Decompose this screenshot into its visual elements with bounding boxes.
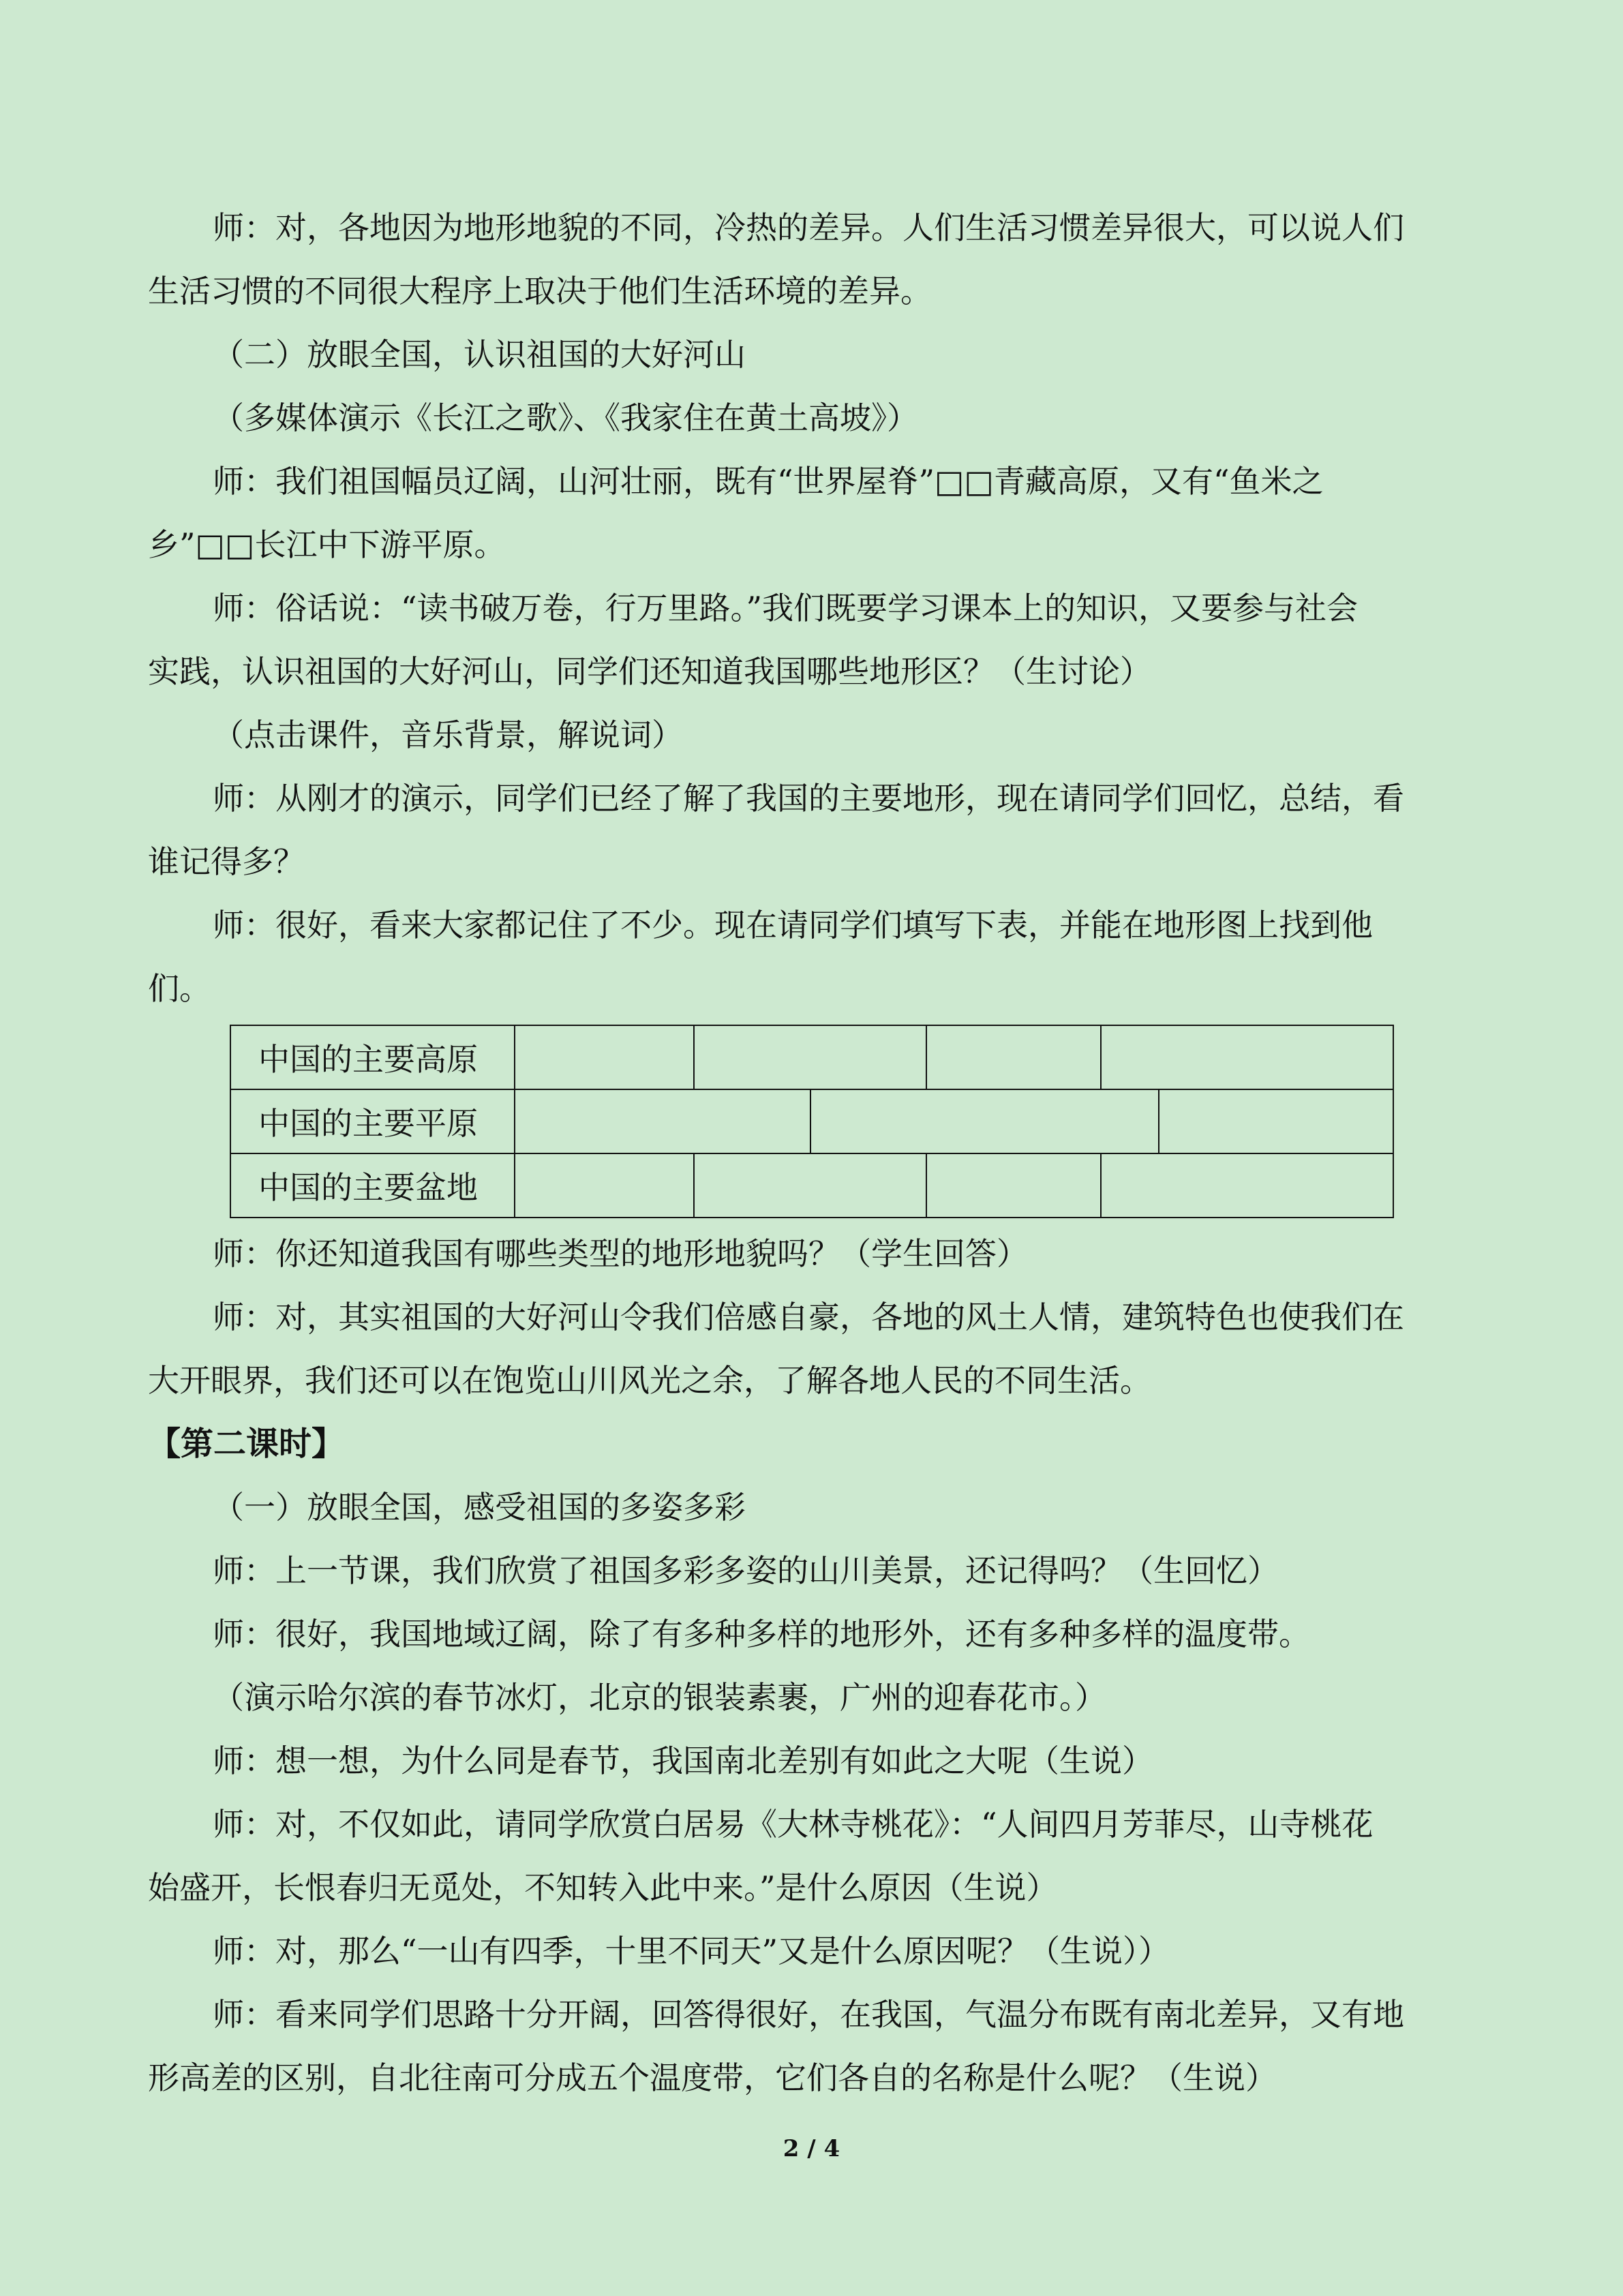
table-label-plateau: 中国的主要高原: [230, 1025, 515, 1089]
table-blank-cell[interactable]: [1101, 1153, 1393, 1218]
table-blank-cell[interactable]: [515, 1089, 810, 1153]
text-line: 师：上一节课，我们欣赏了祖国多彩多姿的山川美景，还记得吗？（生回忆）: [213, 1552, 1279, 1589]
table-blank-cell[interactable]: [515, 1025, 694, 1089]
text-line: 们。: [148, 970, 211, 1007]
table-blank-cell[interactable]: [515, 1153, 694, 1218]
paragraph-group-bottom: [148, 1476, 1457, 2110]
table-row-plain: [230, 1089, 1393, 1153]
section-heading: 【第二课时】: [148, 1425, 345, 1463]
text-line: 谁记得多？: [148, 843, 305, 880]
table-blank-cell[interactable]: [1101, 1025, 1393, 1089]
text-line: 形高差的区别，自北往南可分成五个温度带，它们各自的名称是什么呢？（生说）: [148, 2059, 1277, 2096]
landform-table-wrap: [230, 1025, 1393, 1218]
table-label-plain: 中国的主要平原: [230, 1089, 515, 1153]
text-line: 师：从刚才的演示，同学们已经了解了我国的主要地形，现在请同学们回忆，总结，看: [213, 780, 1404, 817]
table-row-plateau: [230, 1025, 1393, 1089]
table-blank-cell[interactable]: [694, 1153, 926, 1218]
paragraph-group-middle: [148, 1222, 1457, 1413]
text-line: 生活习惯的不同很大程序上取决于他们生活环境的差异。: [148, 273, 932, 309]
text-line: （二）放眼全国，认识祖国的大好河山: [213, 336, 746, 373]
paragraph-group-top: [148, 196, 1457, 1021]
text-line: 师：俗话说：“读书破万卷，行万里路。”我们既要学习课本上的知识，又要参与社会: [213, 590, 1359, 626]
table-blank-cell[interactable]: [694, 1025, 926, 1089]
table-blank-cell[interactable]: [926, 1025, 1101, 1089]
text-line: 师：对，其实祖国的大好河山令我们倍感自豪，各地的风土人情，建筑特色也使我们在: [213, 1299, 1404, 1335]
table-label-basin: 中国的主要盆地: [230, 1153, 515, 1218]
text-line: 实践，认识祖国的大好河山，同学们还知道我国哪些地形区？（生讨论）: [148, 653, 1151, 690]
text-line: 师：对，不仅如此，请同学欣赏白居易《大林寺桃花》：“人间四月芳菲尽，山寺桃花: [213, 1806, 1374, 1843]
text-line: 师：对，各地因为地形地貌的不同，冷热的差异。人们生活习惯差异很大，可以说人们: [213, 209, 1404, 246]
text-line: 师：我们祖国幅员辽阔，山河壮丽，既有“世界屋脊”□□青藏高原，又有“鱼米之: [213, 463, 1324, 500]
text-line: 乡”□□长江中下游平原。: [148, 526, 506, 563]
text-line: 师：很好，看来大家都记住了不少。现在请同学们填写下表，并能在地形图上找到他: [213, 907, 1373, 943]
text-line: 大开眼界，我们还可以在饱览山川风光之余，了解各地人民的不同生活。: [148, 1362, 1151, 1399]
page-content: [148, 196, 1457, 2110]
text-line: （演示哈尔滨的春节冰灯，北京的银装素裹，广州的迎春花市。）: [213, 1679, 1106, 1716]
text-line: 师：很好，我国地域辽阔，除了有多种多样的地形外，还有多种多样的温度带。: [213, 1616, 1310, 1652]
table-row-basin: [230, 1153, 1393, 1218]
page-number: 2 / 4: [783, 2135, 840, 2162]
landform-table: [230, 1025, 1394, 1218]
text-line: （多媒体演示《长江之歌》、《我家住在黄土高坡》）: [213, 399, 918, 436]
text-line: 师：想一想，为什么同是春节，我国南北差别有如此之大呢（生说）: [213, 1742, 1153, 1779]
text-line: （点击课件，音乐背景，解说词）: [213, 716, 683, 753]
table-blank-cell[interactable]: [926, 1153, 1101, 1218]
table-blank-cell[interactable]: [810, 1089, 1159, 1153]
text-line: 师：你还知道我国有哪些类型的地形地貌吗？（学生回答）: [213, 1235, 1028, 1272]
text-line: 师：看来同学们思路十分开阔，回答得很好，在我国，气温分布既有南北差异，又有地: [213, 1996, 1404, 2033]
text-line: 师：对，那么“一山有四季，十里不同天”又是什么原因呢？（生说））: [213, 1933, 1170, 1969]
text-line: 始盛开，长恨春归无觅处，不知转入此中来。”是什么原因（生说）: [148, 1869, 1058, 1906]
table-blank-cell[interactable]: [1159, 1089, 1393, 1153]
text-line: （一）放眼全国，感受祖国的多姿多彩: [213, 1489, 746, 1526]
